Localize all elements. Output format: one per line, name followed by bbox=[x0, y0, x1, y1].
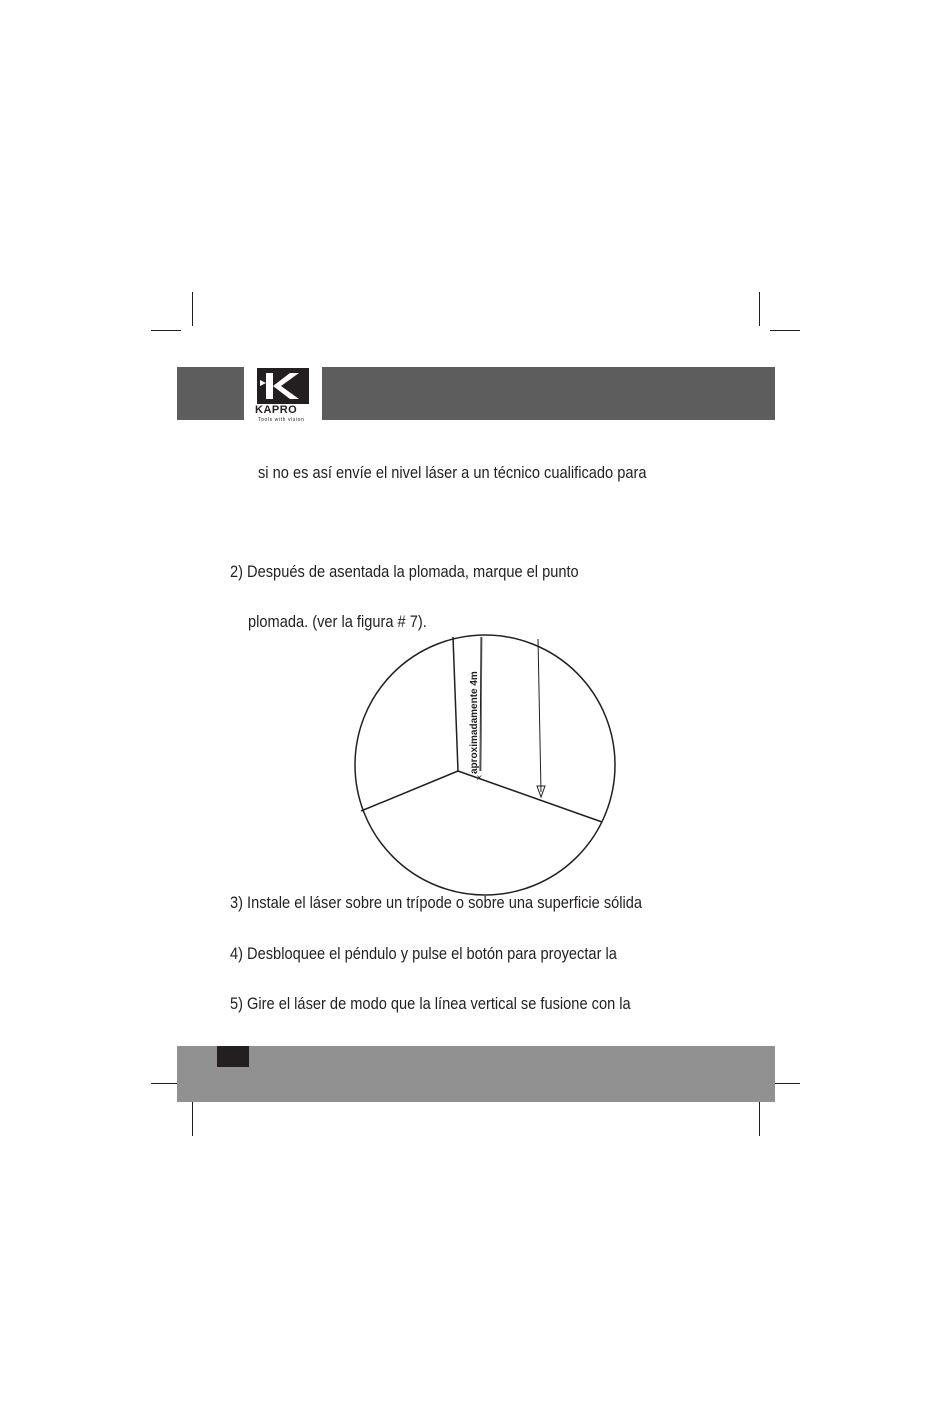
figure-label: aproximadamente 4m bbox=[469, 671, 480, 774]
step-4-text: 4) Desbloquee el péndulo y pulse el botón para proyectar la bbox=[230, 944, 617, 963]
crop-mark bbox=[192, 1102, 193, 1136]
header-band bbox=[322, 367, 775, 420]
small-arrow-icon: × bbox=[476, 773, 483, 782]
crop-mark bbox=[759, 1102, 760, 1136]
text-line-1: si no es así envíe el nivel láser a un técnico cualificado para bbox=[258, 463, 647, 482]
wall-corner-line bbox=[453, 637, 458, 771]
step-3-text: 3) Instale el láser sobre un trípode o sobre una superficie sólida bbox=[230, 893, 643, 912]
crop-mark bbox=[192, 292, 193, 326]
crop-mark bbox=[151, 330, 181, 331]
crop-mark bbox=[770, 330, 800, 331]
header-block bbox=[177, 367, 244, 420]
kapro-logo bbox=[252, 363, 320, 425]
crop-mark bbox=[759, 292, 760, 326]
footer-band bbox=[177, 1046, 775, 1102]
page-number-box bbox=[217, 1046, 249, 1067]
wall-floor-line-left bbox=[361, 771, 458, 811]
figure-7 bbox=[350, 634, 620, 896]
brand-tagline: Tools with vision bbox=[258, 417, 305, 423]
step-2-continuation: plomada. (ver la figura # 7). bbox=[248, 612, 427, 631]
k-logo-icon bbox=[257, 368, 309, 404]
step-5-text: 5) Gire el láser de modo que la línea vertical se fusione con la bbox=[230, 994, 631, 1013]
figure-circle bbox=[355, 635, 615, 895]
brand-name: KAPRO bbox=[255, 404, 298, 416]
step-2-text: 2) Después de asentada la plomada, marque el punto bbox=[230, 562, 579, 581]
plumb-line bbox=[538, 639, 541, 792]
